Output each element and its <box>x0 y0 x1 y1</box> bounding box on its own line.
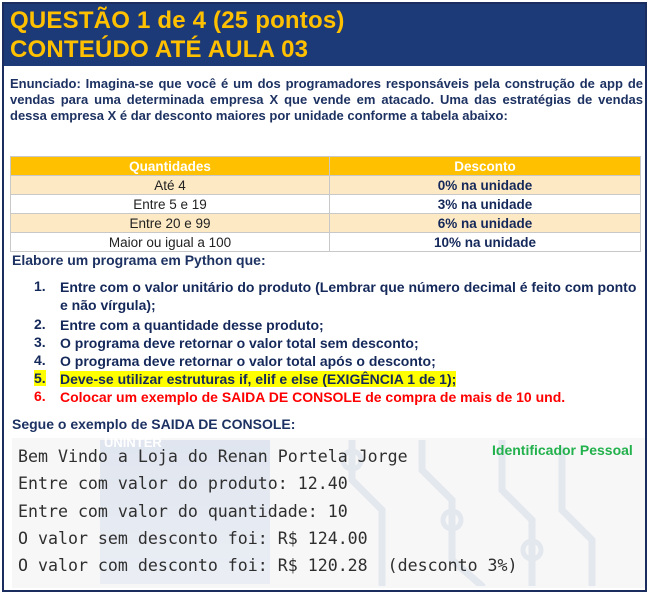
step-number: 4. <box>34 352 46 368</box>
console-output <box>12 435 645 588</box>
column-header-quantidades: Quantidades <box>11 157 330 176</box>
console-example-label: Segue o exemplo de SAIDA DE CONSOLE: <box>12 416 296 432</box>
step-number: 2. <box>34 316 46 332</box>
step-number: 6. <box>34 388 46 404</box>
discount-table <box>10 156 641 252</box>
question-title: QUESTÃO 1 de 4 (25 pontos) <box>10 7 345 34</box>
console-line: Entre com valor do quantidade: 10 <box>18 502 348 521</box>
table-row <box>11 233 641 252</box>
console-line: Entre com valor do produto: 12.40 <box>18 474 348 493</box>
enunciado-text: : Imagina-se que você é um dos programadores responsáveis pela construção de app de vendas para uma determinada empresa X que vende em atacado. Uma das estratégias de vendas dessa empresa X é dar desconto maiores por unidade conforme a tabela abaixo: <box>10 76 643 123</box>
step-text: Colocar um exemplo de SAIDA DE CONSOLE de compra de mais de 10 und. <box>60 389 566 405</box>
step-text: Entre com o valor unitário do produto (Lembrar que número decimal é feito com ponto e não vírgula); <box>60 279 637 313</box>
discount-cell: 0% na unidade <box>330 176 641 195</box>
step-text: Entre com a quantidade desse produto; <box>60 317 324 333</box>
console-line: Bem Vindo a Loja do Renan Portela Jorge <box>18 447 408 466</box>
console-line: O valor sem desconto foi: R$ 124.00 <box>18 529 368 548</box>
step-number: 5. <box>34 370 46 386</box>
discount-cell: 3% na unidade <box>330 195 641 214</box>
step-number: 1. <box>34 278 46 294</box>
highlighted-requirement: Deve-se utilizar estruturas if, elif e else (EXIGÊNCIA 1 de 1); <box>60 371 457 387</box>
question-frame <box>2 2 647 592</box>
table-row <box>11 195 641 214</box>
table-header-row <box>11 157 641 176</box>
table-row <box>11 176 641 195</box>
enunciado-paragraph <box>10 76 643 124</box>
quantity-cell: Até 4 <box>11 176 330 195</box>
quantity-cell: Entre 5 e 19 <box>11 195 330 214</box>
table-row <box>11 214 641 233</box>
content-subtitle: CONTEÚDO ATÉ AULA 03 <box>10 36 309 63</box>
column-header-desconto: Desconto <box>330 157 641 176</box>
enunciado-label: Enunciado <box>10 76 77 91</box>
quantity-cell: Maior ou igual a 100 <box>11 233 330 252</box>
discount-cell: 10% na unidade <box>330 233 641 252</box>
quantity-cell: Entre 20 e 99 <box>11 214 330 233</box>
step-number: 3. <box>34 334 46 350</box>
question-header <box>4 4 645 66</box>
watermark-logo: UNINTER <box>104 435 162 450</box>
console-line: O valor com desconto foi: R$ 120.28 (desconto 3%) <box>18 556 518 575</box>
step-text <box>60 370 645 388</box>
discount-cell: 6% na unidade <box>330 214 641 233</box>
step-text: O programa deve retornar o valor total após o desconto; <box>60 353 436 369</box>
personal-identifier-label: Identificador Pessoal <box>492 442 633 458</box>
instructions-intro: Elabore um programa em Python que: <box>12 252 266 268</box>
step-text: O programa deve retornar o valor total sem desconto; <box>60 335 419 351</box>
